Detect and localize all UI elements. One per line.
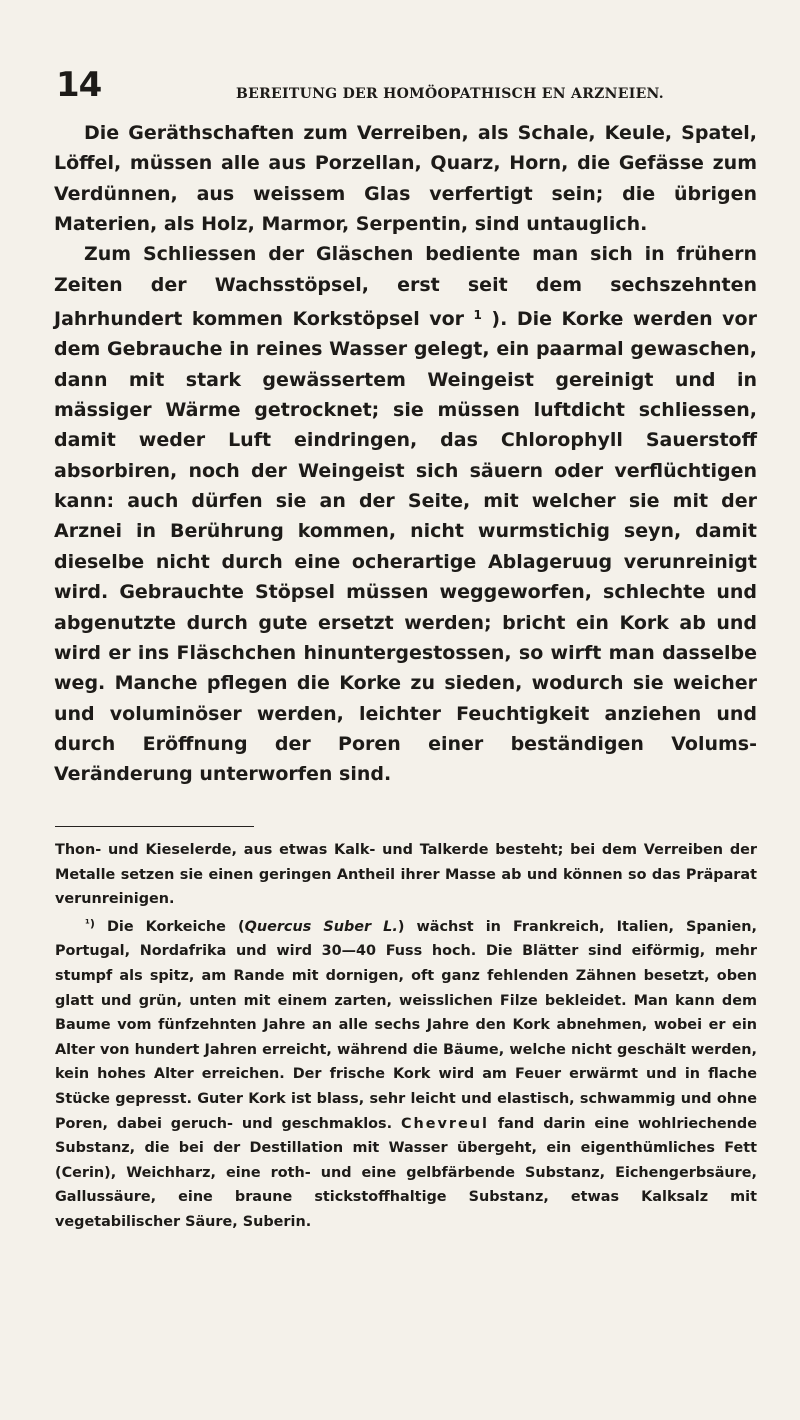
footnote-1-species: Quercus Suber L.	[244, 918, 398, 935]
footnote-1-marker: ¹)	[85, 916, 95, 930]
page-header	[48, 66, 708, 112]
footnote-1-after-species: ) wächst in Frankreich, Italien, Spanien, Portugal, Nordafrika und wird 30—40 Fuss hoch. Die Blätter sind eiförmig, mehr stumpf als spitz, am Rande mit dornigen, oft ganz fehlenden Zähnen besetzt, oben glatt und grün, unten mit einem zarten, weisslichen Filze bekleidet. Man kann dem Baume vom fünfzehnten Jahre an alle sechs Jahre den Kork abnehmen, wobei er ein Alter von hundert Jahren erreicht, während die Bäume, welche nicht geschält werden, kein hohes Alter erreichen. Der frische Kork wird am Feuer erwärmt und in flache Stücke gepresst. Guter Kork ist blass, sehr leicht und elastisch, schwammig und ohne Poren, dabei geruch- und geschmaklos.	[55, 918, 758, 1132]
footnotes	[55, 838, 757, 1235]
paragraph-corks	[54, 239, 757, 789]
footnote-1	[55, 912, 757, 1235]
footnote-continuation: Thon- und Kieselerde, aus etwas Kalk- und Talkerde besteht; bei dem Verreiben der Metalle setzen sie einen geringen Antheil ihrer Masse ab und können so das Präparat verunreinigen.	[55, 842, 757, 908]
paragraph-equipment: Die Geräthschaften zum Verreiben, als Schale, Keule, Spatel, Löffel, müssen alle aus Porzellan, Quarz, Horn, die Gefässe zum Verdünnen, aus weissem Glas verfertigt sein; die übrigen Materien, als Holz, Marmor, Serpentin, sind untauglich.	[54, 122, 757, 236]
footnote-1-intro: Die Korkeiche (	[106, 918, 245, 935]
page-number: 14	[56, 65, 102, 105]
footnote-1-author: Chevreul	[400, 1115, 489, 1132]
footnote-divider	[55, 826, 254, 827]
paragraph-corks-before-note: Zum Schliessen der Gläschen bediente man sich in frühern Zeiten der Wachsstöpsel, erst seit dem sechszehnten Jahrhundert kommen Korkstöpsel vor	[54, 243, 757, 331]
paragraph-corks-after-note: ). Die Korke werden vor dem Gebrauche in reines Wasser gelegt, ein paarmal gewaschen, dann mit stark gewässertem Weingeist gereinigt und in mässiger Wärme getrocknet; sie müssen luftdicht schliessen, damit weder Luft eindringen, das Chlorophyll Sauerstoff absorbiren, noch der Weingeist sich säuern oder verflüchtigen kann: auch dürfen sie an der Seite, mit welcher sie mit der Arznei in Berührung kommen, nicht wurmstichig seyn, damit dieselbe nicht durch eine ocherartige Ablageruug verunreinigt wird. Gebrauchte Stöpsel müssen weggeworfen, schlechte und abgenutzte durch gute ersetzt werden; bricht ein Kork ab und wird er ins Fläschchen hinuntergestossen, so wirft man dasselbe weg. Manche pflegen die Korke zu sieden, wodurch sie weicher und voluminöser werden, leichter Feuchtigkeit anziehen und durch Eröffnung der Poren einer beständigen Volums-Veränderung unterworfen sind.	[54, 308, 757, 786]
footnote-reference: 1	[473, 308, 482, 323]
main-text	[54, 118, 757, 790]
running-head: BEREITUNG DER HOMÖOPATHISCH EN ARZNEIEN.	[236, 86, 664, 102]
footnote-1-ending: fand darin eine wohlriechende Substanz, die bei der Destillation mit Wasser übergeht, ein eigenthümliches Fett (Cerin), Weichharz, eine roth- und eine gelbfärbende Substanz, Eichengerbsäure, Gallussäure, eine braune stickstoffhaltige Substanz, etwas Kalksalz mit vegetabilischer Säure, Suberin.	[55, 1115, 757, 1230]
